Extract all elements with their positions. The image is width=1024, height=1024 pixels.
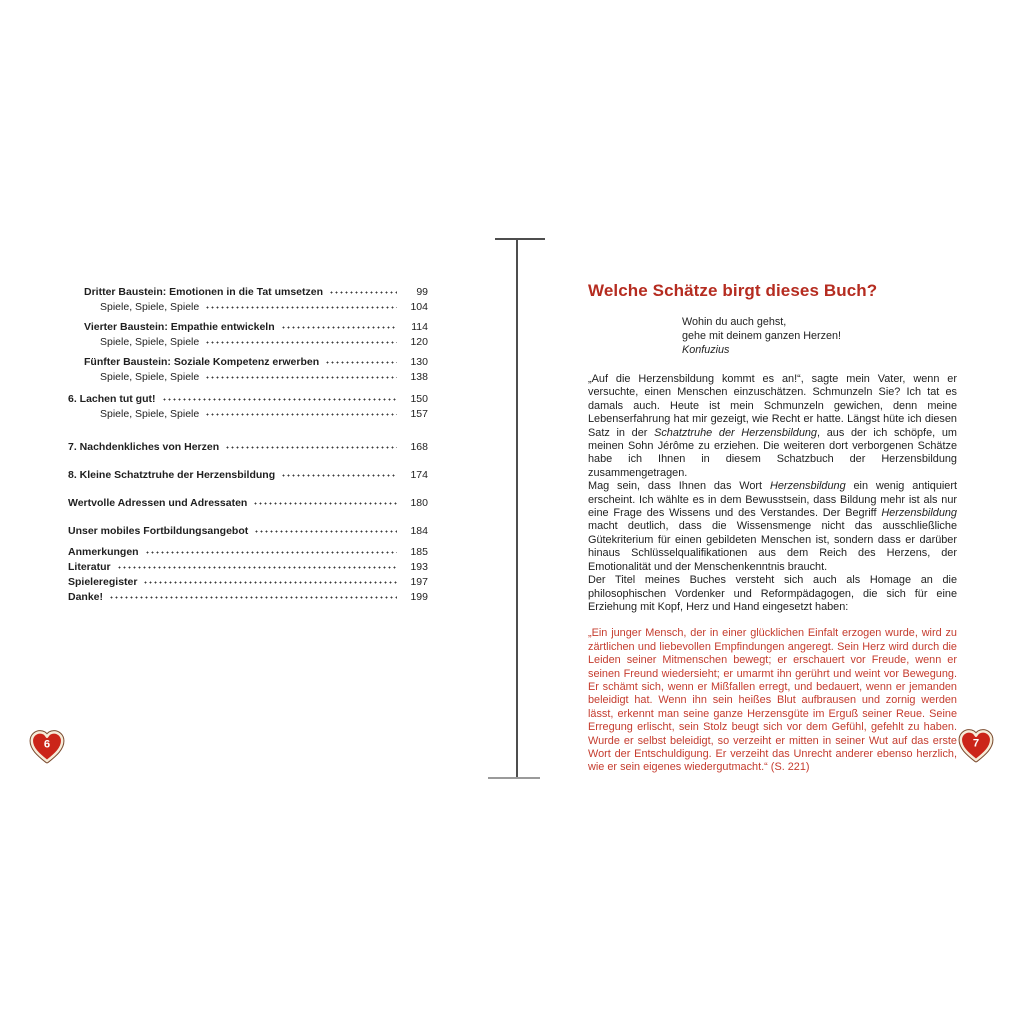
paragraph-text: ein wenig antiquiert erscheint. Ich wählte es in dem Bewusstsein, dass Bildung mehr ist als nur eine Frage des Wissens und des Verstandes. Der Begriff xyxy=(588,480,958,520)
toc-dot-leader xyxy=(281,467,397,478)
toc-dot-leader xyxy=(225,439,397,450)
toc-entry xyxy=(68,467,428,482)
epigraph-line: gehe mit deinem ganzen Herzen! xyxy=(682,330,842,342)
paragraph xyxy=(588,480,957,574)
toc-entry-label: Anmerkungen xyxy=(68,546,139,558)
toc-entry xyxy=(68,319,428,334)
toc-entry-label: Wertvolle Adressen und Adressaten xyxy=(68,497,248,509)
toc-entry-page-number: 174 xyxy=(410,469,428,481)
toc-entry-label: Literatur xyxy=(68,561,111,573)
toc-entry-page-number: 104 xyxy=(410,301,428,313)
epigraph-author: Konfuzius xyxy=(682,344,730,356)
toc-entry xyxy=(68,334,428,349)
toc-entry xyxy=(68,391,428,406)
toc-dot-leader xyxy=(143,574,397,585)
paragraph-text: „Auf die Herzensbildung kommt es an!“, sagte mein Vater, wenn er versuchte, einen Menschen einzuschätzen. Schmunzeln Sie? Ich tat es damals auch. Heute ist mein Schmunzeln gewichen, denn meine Lebenserfahrung hat mir gezeigt, wie Recht er hatte. Längst hüte ich diesen Satz in der xyxy=(588,373,957,439)
toc-entry xyxy=(68,495,428,510)
paragraph-text: , aus der ich schöpfe, um meinen Sohn Jérôme zu erziehen. Die weiteren dort verborgenen Schätze habe ich Ihnen in diesem Schatzbuch der Herzensbildung zusammengetragen. xyxy=(588,426,957,479)
toc-dot-leader xyxy=(205,334,397,345)
paragraph-italic-text: Schatztruhe der Herzensbildung xyxy=(654,426,817,439)
toc-entry-label: Dritter Baustein: Emotionen in die Tat umsetzen xyxy=(84,286,323,298)
epigraph xyxy=(682,315,957,357)
toc-dot-leader xyxy=(162,391,398,402)
toc-entry-page-number: 197 xyxy=(410,576,428,588)
toc-entry xyxy=(68,406,428,421)
heart-icon xyxy=(29,729,65,765)
page-number-text: 7 xyxy=(972,737,980,750)
block-quote-red: „Ein junger Mensch, der in einer glücklichen Einfalt erzogen wurde, wird zu zärtlichen und liebevollen Empfindungen angeregt. Sein Herz wird durch die Leiden seiner Mitmenschen bewegt; er erschauert vor Freude, wenn er seinen Freund wiedersieht; er umarmt ihn gerührt und weint vor Bewegung. Er schämt sich, wenn er Mißfallen erregt, und bedauert, wenn er jemanden beleidigt hat. Wenn ihn sein heißes Blut aufbrausen und zornig werden lässt, erkennt man seine ganze Herzensgüte im Erguß seiner Reue. Seine Erregung erlischt, sein Stolz beugt sich vor dem Gefühl, gefehlt zu haben. Wurde er selbst beleidigt, so verzeiht er mitten in seiner Wut auf das erste Wort der Entschuldigung. Er verzeiht das Unrecht anderer ebenso herzlich, wie er sein eigenes wiedergutmacht.“ (S. 221) xyxy=(588,627,957,774)
paragraph-italic-text: Herzensbildung xyxy=(881,507,957,520)
toc-entry-page-number: 184 xyxy=(410,525,428,537)
paragraph: Der Titel meines Buches versteht sich auch als Homage an die philosophischen Vordenker und Reformpädagogen, die sich für eine Erziehung mit Kopf, Herz und Hand eingesetzt haben: xyxy=(588,574,957,613)
toc-dot-leader xyxy=(205,299,397,310)
page-divider-top-cap xyxy=(495,238,545,240)
toc-dot-leader xyxy=(329,284,397,295)
toc-dot-leader xyxy=(205,406,397,417)
toc-dot-leader xyxy=(109,589,397,600)
epigraph-line: Wohin du auch gehst, xyxy=(682,316,787,328)
toc-entry-page-number: 180 xyxy=(410,497,428,509)
page-number-badge-left xyxy=(29,729,65,765)
chapter-body xyxy=(588,373,957,614)
toc-dot-leader xyxy=(205,369,397,380)
toc-entry xyxy=(68,574,428,589)
toc-dot-leader xyxy=(145,544,397,555)
toc-entry-label: Spiele, Spiele, Spiele xyxy=(100,336,200,348)
toc-entry-label: 8. Kleine Schatztruhe der Herzensbildung xyxy=(68,469,276,481)
heart-icon xyxy=(958,728,994,764)
toc-entry xyxy=(68,523,428,538)
toc-dot-leader xyxy=(325,354,397,365)
toc-entry-label: Unser mobiles Fortbildungsangebot xyxy=(68,525,249,537)
toc-entry-label: Spiele, Spiele, Spiele xyxy=(100,301,200,313)
toc-entry-label: Vierter Baustein: Empathie entwickeln xyxy=(84,321,275,333)
toc-entry-label: 6. Lachen tut gut! xyxy=(68,393,156,405)
toc-entry-page-number: 185 xyxy=(410,546,428,558)
toc-entry-label: Fünfter Baustein: Soziale Kompetenz erwerben xyxy=(84,356,320,368)
toc-entry-page-number: 168 xyxy=(410,441,428,453)
toc-entry-page-number: 99 xyxy=(416,286,428,298)
toc-entry xyxy=(68,544,428,559)
paragraph-text: macht deutlich, dass die Wissensmenge nicht das ausschließliche Gütekriterium für einen gebildeten Menschen ist, sondern dass er darüber hinaus Schlüsselqualifikationen aus dem Reich des Herzens, der Emotionalität und der Menschenkenntnis braucht. xyxy=(588,520,957,573)
toc-entry xyxy=(68,284,428,299)
toc-entry-label: Spiele, Spiele, Spiele xyxy=(100,408,200,420)
toc-entry xyxy=(68,369,428,384)
page-number-badge-right xyxy=(958,728,994,764)
toc-entry xyxy=(68,354,428,369)
toc-entry-page-number: 157 xyxy=(410,408,428,420)
chapter-title: Welche Schätze birgt dieses Buch? xyxy=(588,281,878,300)
toc-entry-page-number: 130 xyxy=(410,356,428,368)
toc-entry xyxy=(68,589,428,604)
toc-entry-page-number: 193 xyxy=(410,561,428,573)
page-divider-line xyxy=(516,239,518,779)
toc-dot-leader xyxy=(117,559,397,570)
toc-entry xyxy=(68,299,428,314)
toc-entry-label: Spiele, Spiele, Spiele xyxy=(100,371,200,383)
paragraph xyxy=(588,373,957,480)
toc-entry-label: Spieleregister xyxy=(68,576,138,588)
toc-dot-leader xyxy=(253,495,397,506)
paragraph-text: Mag sein, dass Ihnen das Wort xyxy=(588,480,770,493)
toc-entry-label: Danke! xyxy=(68,591,104,603)
toc-entry-page-number: 150 xyxy=(410,393,428,405)
toc-dot-leader xyxy=(281,319,397,330)
toc-entry-label: 7. Nachdenkliches von Herzen xyxy=(68,441,220,453)
toc-entry-page-number: 120 xyxy=(410,336,428,348)
table-of-contents xyxy=(68,284,428,604)
chapter-page xyxy=(588,281,957,775)
toc-entry-page-number: 199 xyxy=(410,591,428,603)
toc-dot-leader xyxy=(254,523,397,534)
toc-entry-page-number: 138 xyxy=(410,371,428,383)
toc-entry xyxy=(68,559,428,574)
page-number-text: 6 xyxy=(43,738,51,751)
paragraph-italic-text: Herzensbildung xyxy=(769,480,846,493)
page-divider-bottom-cap xyxy=(488,777,540,779)
toc-entry xyxy=(68,439,428,454)
toc-entry-page-number: 114 xyxy=(411,321,428,333)
